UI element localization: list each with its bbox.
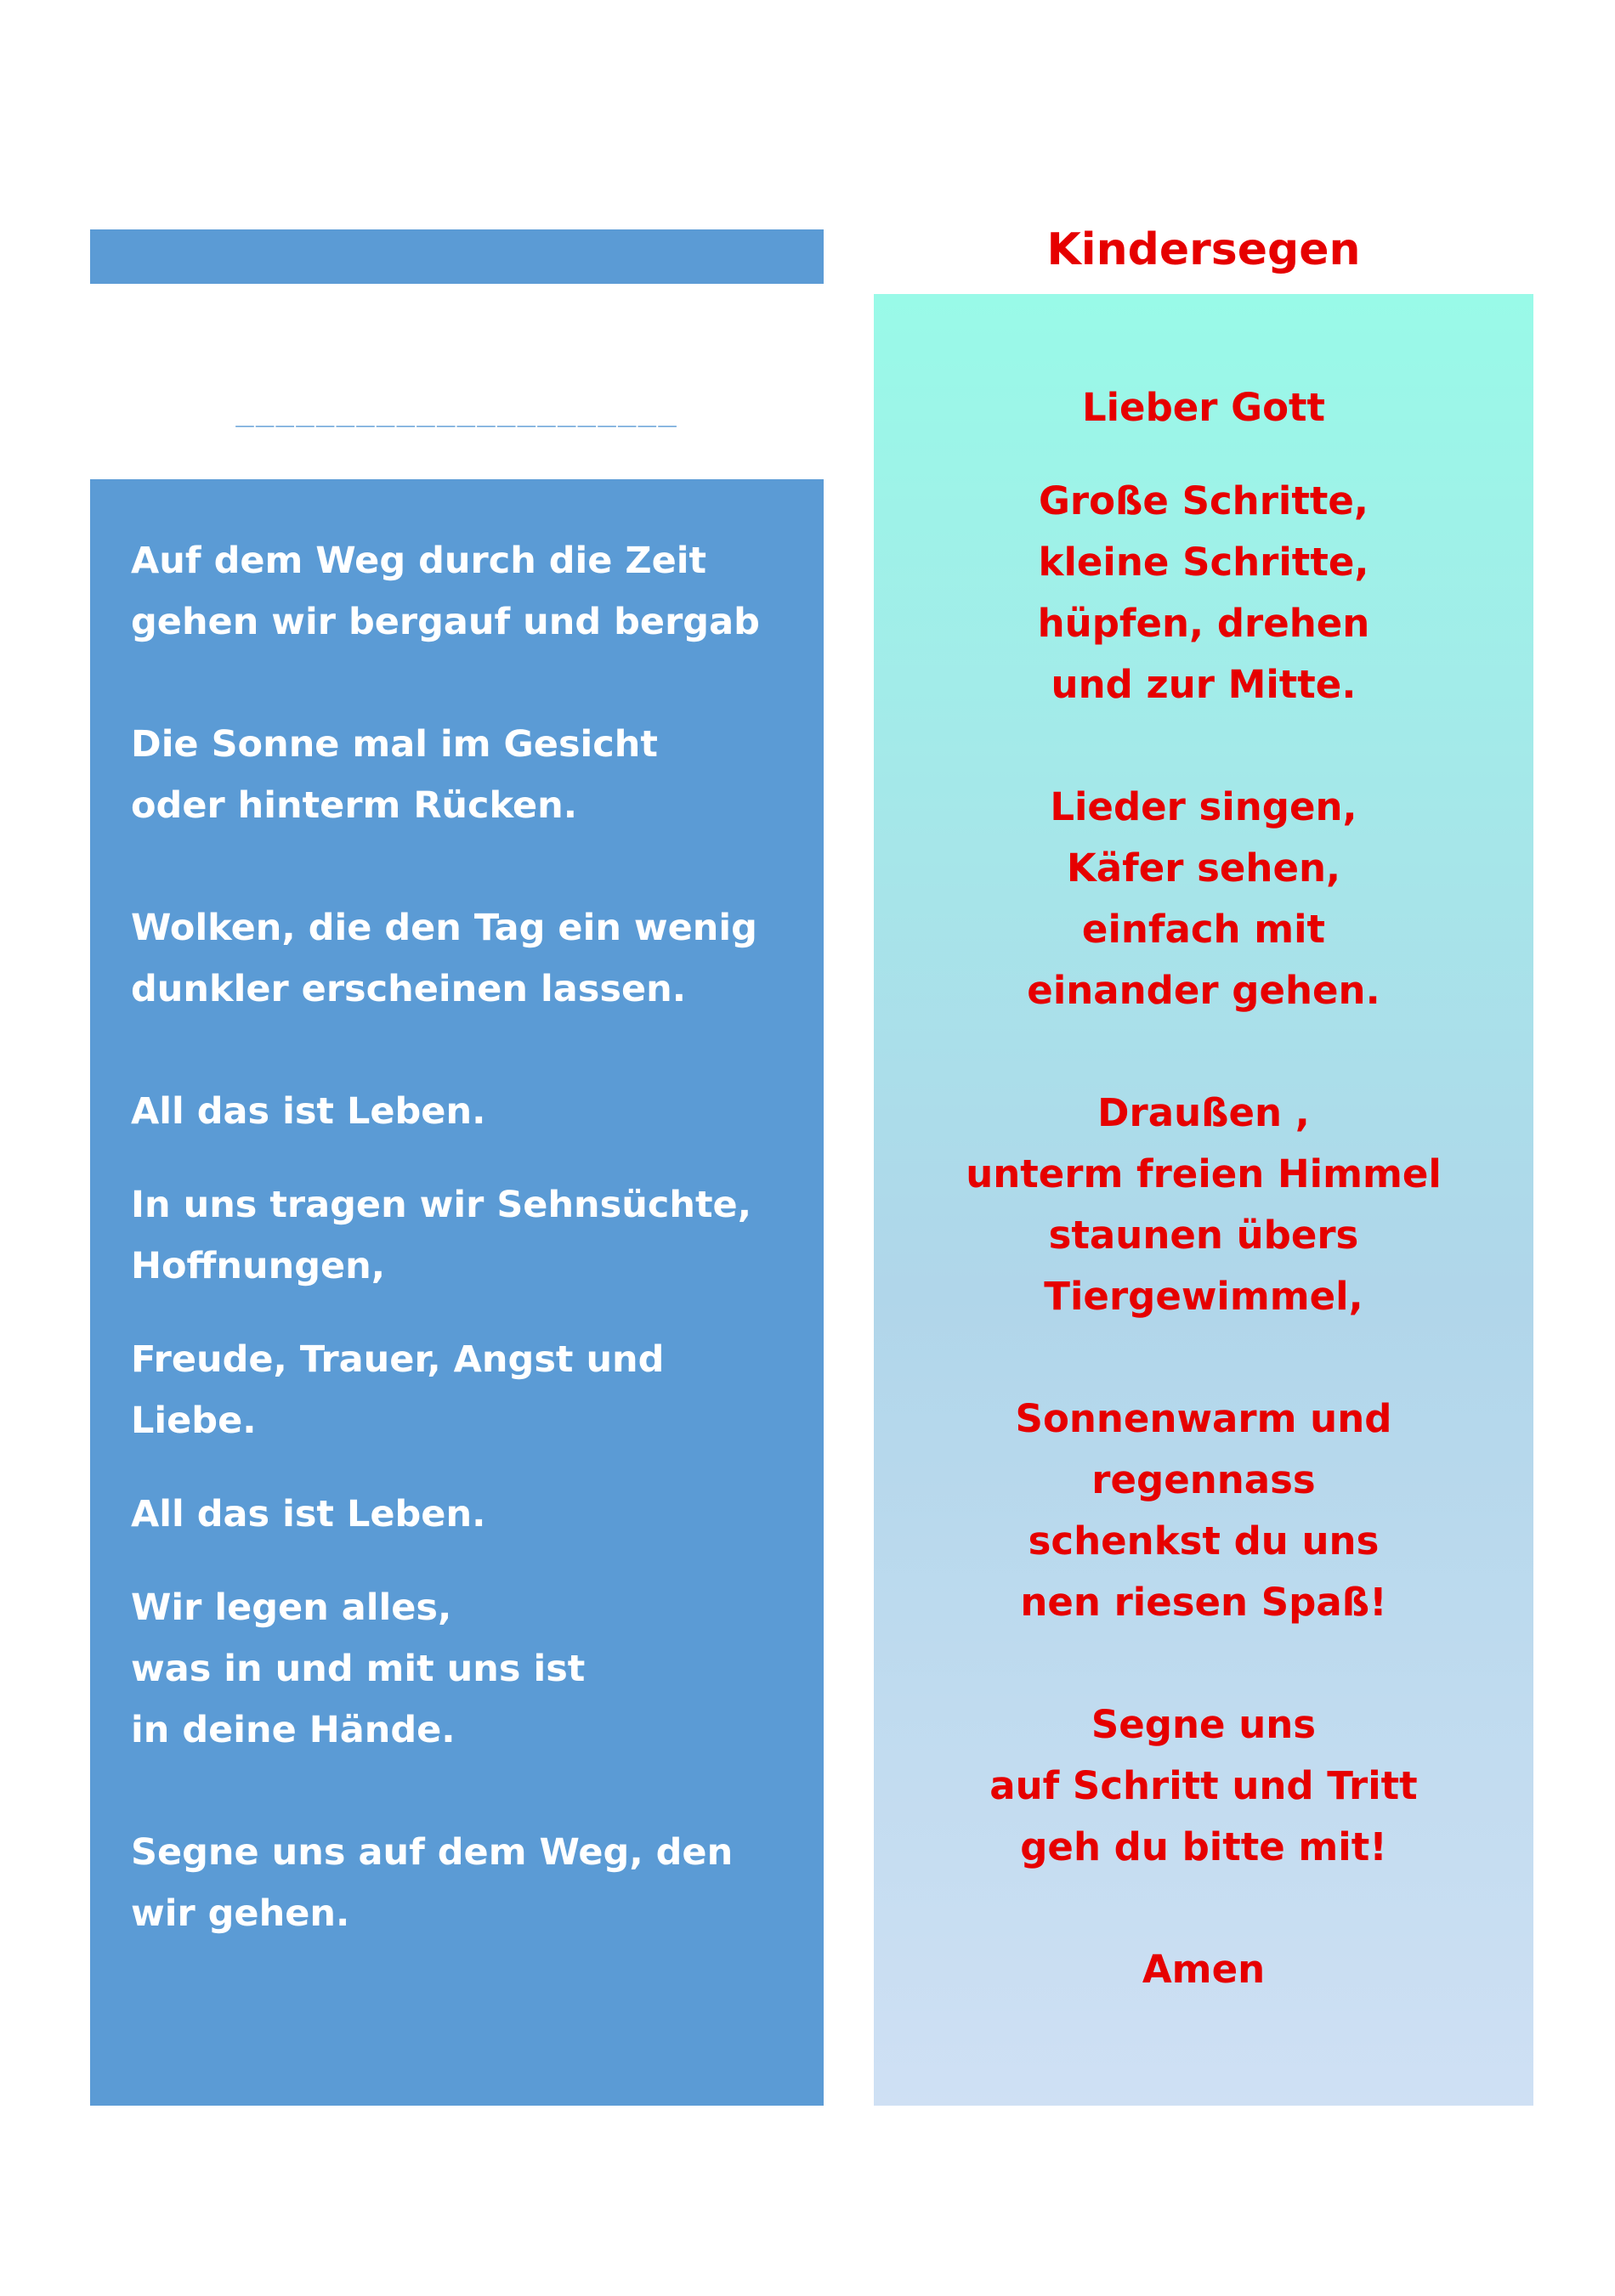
left-stanza-1 bbox=[131, 530, 790, 653]
blessing-line: einfach mit bbox=[1081, 907, 1326, 952]
prayer-line: Wolken, die den Tag ein wenig bbox=[131, 907, 757, 949]
left-stanza-5 bbox=[131, 1174, 790, 1297]
prayer-line: in deine Hände. bbox=[131, 1709, 456, 1751]
blessing-line: nen riesen Spaß! bbox=[1020, 1580, 1387, 1625]
prayer-line: All das ist Leben. bbox=[131, 1493, 486, 1535]
prayer-line: Die Sonne mal im Gesicht bbox=[131, 723, 658, 766]
blessing-line: auf Schritt und Tritt bbox=[989, 1763, 1418, 1808]
blessing-line: Lieder singen, bbox=[1050, 784, 1357, 829]
blessing-line: hüpfen, drehen bbox=[1037, 601, 1370, 646]
blessing-line: staunen übers bbox=[1048, 1213, 1359, 1258]
blessing-line: einander gehen. bbox=[1027, 968, 1380, 1013]
prayer-line: gehen wir bergauf und bergab bbox=[131, 601, 760, 643]
left-stanza-3 bbox=[131, 897, 790, 1020]
prayer-line: Liebe. bbox=[131, 1400, 257, 1442]
prayer-line: Auf dem Weg durch die Zeit bbox=[131, 540, 707, 582]
prayer-line: Freude, Trauer, Angst und bbox=[131, 1338, 665, 1381]
blessing-line: geh du bitte mit! bbox=[1020, 1824, 1387, 1869]
prayer-line: Wir legen alles, bbox=[131, 1586, 452, 1629]
right-stanza-5 bbox=[874, 1388, 1533, 1633]
left-stanza-8 bbox=[131, 1577, 790, 1761]
blessing-line: unterm freien Himmel bbox=[966, 1151, 1442, 1196]
blessing-line: kleine Schritte, bbox=[1038, 540, 1369, 585]
right-stanza-3 bbox=[874, 777, 1533, 1021]
right-blessing-panel bbox=[874, 294, 1533, 2106]
prayer-line: was in und mit uns ist bbox=[131, 1648, 586, 1690]
left-stanza-2 bbox=[131, 714, 790, 836]
prayer-line: wir gehen. bbox=[131, 1892, 350, 1935]
blessing-line: Große Schritte, bbox=[1039, 478, 1368, 523]
left-stanza-4 bbox=[131, 1081, 790, 1142]
blessing-line: Amen bbox=[1142, 1947, 1266, 1992]
prayer-line: All das ist Leben. bbox=[131, 1090, 486, 1133]
prayer-line: Segne uns auf dem Weg, den bbox=[131, 1831, 734, 1874]
prayer-line: Hoffnungen, bbox=[131, 1245, 386, 1287]
blessing-line: schenkst du uns bbox=[1028, 1518, 1380, 1564]
blessing-line: und zur Mitte. bbox=[1051, 662, 1357, 707]
prayer-line: oder hinterm Rücken. bbox=[131, 784, 578, 827]
blessing-line: Käfer sehen, bbox=[1066, 845, 1341, 891]
blessing-line: Draußen , bbox=[1097, 1090, 1310, 1135]
left-prayer-panel bbox=[90, 479, 824, 2106]
blessing-line: regennass bbox=[1091, 1457, 1316, 1502]
blessing-line: Segne uns bbox=[1091, 1702, 1317, 1747]
right-stanza-6 bbox=[874, 1694, 1533, 1878]
right-stanza-2 bbox=[874, 471, 1533, 715]
blessing-line: Lieber Gott bbox=[1081, 385, 1326, 430]
blessing-line: Sonnenwarm und bbox=[1015, 1396, 1392, 1441]
right-stanza-7 bbox=[874, 1939, 1533, 2000]
prayer-line: dunkler erscheinen lassen. bbox=[131, 968, 687, 1010]
dashed-separator: ______________________ bbox=[235, 393, 678, 427]
left-stanza-7 bbox=[131, 1484, 790, 1545]
right-stanza-4 bbox=[874, 1083, 1533, 1327]
left-stanza-6 bbox=[131, 1329, 790, 1451]
right-stanza-1 bbox=[874, 377, 1533, 438]
left-stanza-9 bbox=[131, 1822, 790, 1944]
page-title: Kindersegen bbox=[1046, 224, 1361, 275]
prayer-line: In uns tragen wir Sehnsüchte, bbox=[131, 1184, 752, 1226]
blessing-line: Tiergewimmel, bbox=[1044, 1274, 1363, 1319]
left-header-bar bbox=[90, 229, 824, 284]
